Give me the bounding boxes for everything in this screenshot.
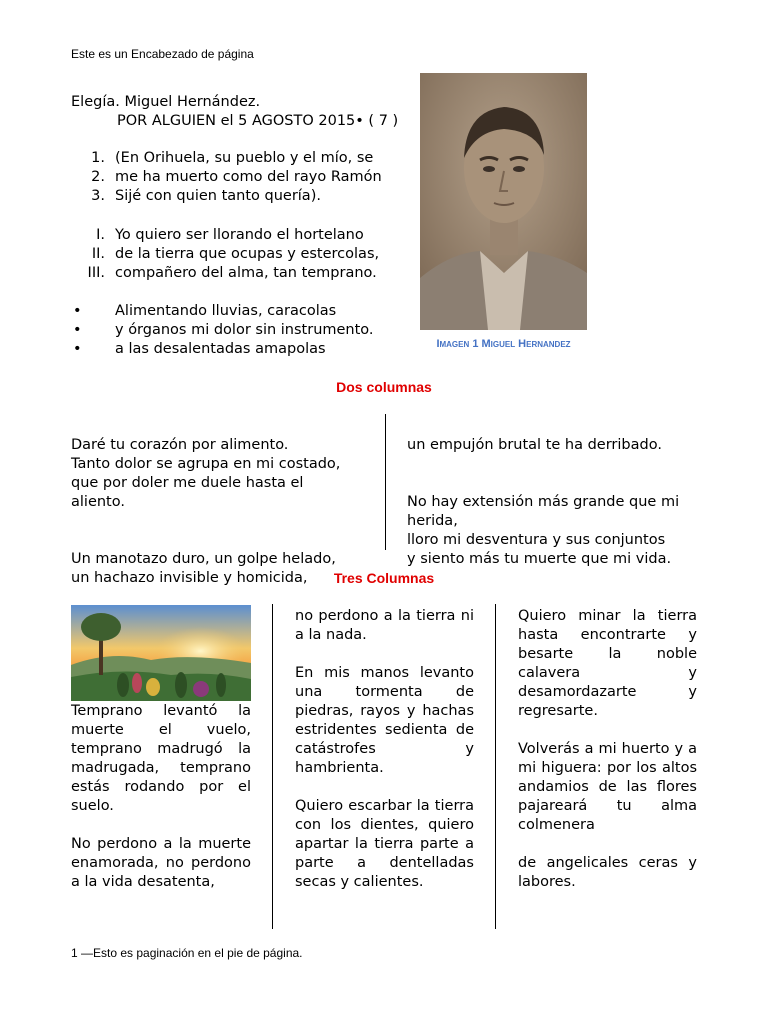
list-item bbox=[71, 245, 411, 264]
list-item-text: y órganos mi dolor sin instrumento. bbox=[115, 322, 374, 338]
stanza: Temprano levantó la muerte el vuelo, temprano madrugó la madrugada, temprano estás rodando por el suelo. bbox=[71, 703, 251, 814]
stanza: Volverás a mi huerto y a mi higuera: por los altos andamios de las flores pajareará tu alma colmenera bbox=[518, 741, 697, 833]
portrait-image bbox=[420, 73, 587, 330]
section-title-three-columns: Tres Columnas bbox=[333, 570, 435, 586]
bullet-icon: • bbox=[73, 322, 82, 338]
three-col-third bbox=[518, 607, 697, 892]
document-subtitle: POR ALGUIEN el 5 AGOSTO 2015• ( 7 ) bbox=[117, 113, 399, 129]
list-marker: 2. bbox=[91, 169, 105, 185]
numbered-list bbox=[71, 149, 411, 206]
list-item-text: compañero del alma, tan temprano. bbox=[115, 265, 377, 281]
list-marker: 3. bbox=[91, 188, 105, 204]
list-marker: 1. bbox=[91, 150, 105, 166]
column-divider bbox=[495, 604, 496, 929]
three-col-first bbox=[71, 702, 251, 892]
list-item bbox=[71, 302, 411, 321]
list-marker: II. bbox=[91, 246, 105, 262]
landscape-illustration bbox=[71, 605, 251, 701]
two-col-right bbox=[407, 417, 707, 588]
list-item-text: Sijé con quien tanto quería). bbox=[115, 188, 321, 204]
list-item-text: Alimentando lluvias, caracolas bbox=[115, 303, 337, 319]
stanza: de angelicales ceras y labores. bbox=[518, 855, 697, 890]
page-footer: 1 —Esto es paginación en el pie de página. bbox=[71, 946, 303, 960]
column-divider bbox=[385, 414, 386, 550]
stanza: Quiero minar la tierra hasta encontrarte y besarte la noble calavera y desamordazarte y regresarte. bbox=[518, 608, 697, 719]
list-item-text: a las desalentadas amapolas bbox=[115, 341, 326, 357]
list-item-text: de la tierra que ocupas y estercolas, bbox=[115, 246, 380, 262]
stanza: Quiero escarbar la tierra con los dientes, quiero apartar la tierra parte a parte a dentelladas secas y calientes. bbox=[295, 798, 474, 890]
bullet-list bbox=[71, 302, 411, 359]
list-item bbox=[71, 226, 411, 245]
list-item bbox=[71, 168, 411, 187]
stanza: No hay extensión más grande que mi herida, lloro mi desventura y sus conjuntos y siento más tu muerte que mi vida. bbox=[407, 494, 680, 567]
image-caption: Imagen 1 Miguel Hernandez bbox=[436, 338, 571, 350]
list-item-text: me ha muerto como del rayo Ramón bbox=[115, 169, 382, 185]
list-item bbox=[71, 321, 411, 340]
list-item-text: Yo quiero ser llorando el hortelano bbox=[115, 227, 364, 243]
list-item bbox=[71, 149, 411, 168]
landscape-image bbox=[71, 605, 251, 701]
stanza: Un manotazo duro, un golpe helado, un hachazo invisible y homicida, bbox=[71, 551, 336, 586]
stanza: No perdono a la muerte enamorada, no perdono a la vida desatenta, bbox=[71, 836, 251, 890]
title-block bbox=[71, 93, 398, 131]
stanza: En mis manos levanto una tormenta de piedras, rayos y hachas estridentes sedienta de catástrofes y hambrienta. bbox=[295, 665, 474, 776]
list-item bbox=[71, 340, 411, 359]
list-item bbox=[71, 187, 411, 206]
portrait-illustration bbox=[420, 73, 587, 330]
stanza: un empujón brutal te ha derribado. bbox=[407, 437, 662, 453]
bullet-icon: • bbox=[73, 341, 82, 357]
list-item bbox=[71, 264, 411, 283]
stanza: no perdono a la tierra ni a la nada. bbox=[295, 608, 474, 643]
document-title: Elegía. Miguel Hernández. bbox=[71, 94, 261, 110]
three-col-second bbox=[295, 607, 474, 892]
list-item-text: (En Orihuela, su pueblo y el mío, se bbox=[115, 150, 374, 166]
list-marker: III. bbox=[87, 265, 105, 281]
roman-list bbox=[71, 226, 411, 283]
page-header: Este es un Encabezado de página bbox=[71, 47, 254, 61]
list-marker: I. bbox=[96, 227, 105, 243]
section-title-two-columns: Dos columnas bbox=[336, 379, 432, 395]
column-divider bbox=[272, 604, 273, 929]
bullet-icon: • bbox=[73, 303, 82, 319]
stanza: Daré tu corazón por alimento. Tanto dolor se agrupa en mi costado, que por doler me duele hasta el aliento. bbox=[71, 437, 341, 510]
